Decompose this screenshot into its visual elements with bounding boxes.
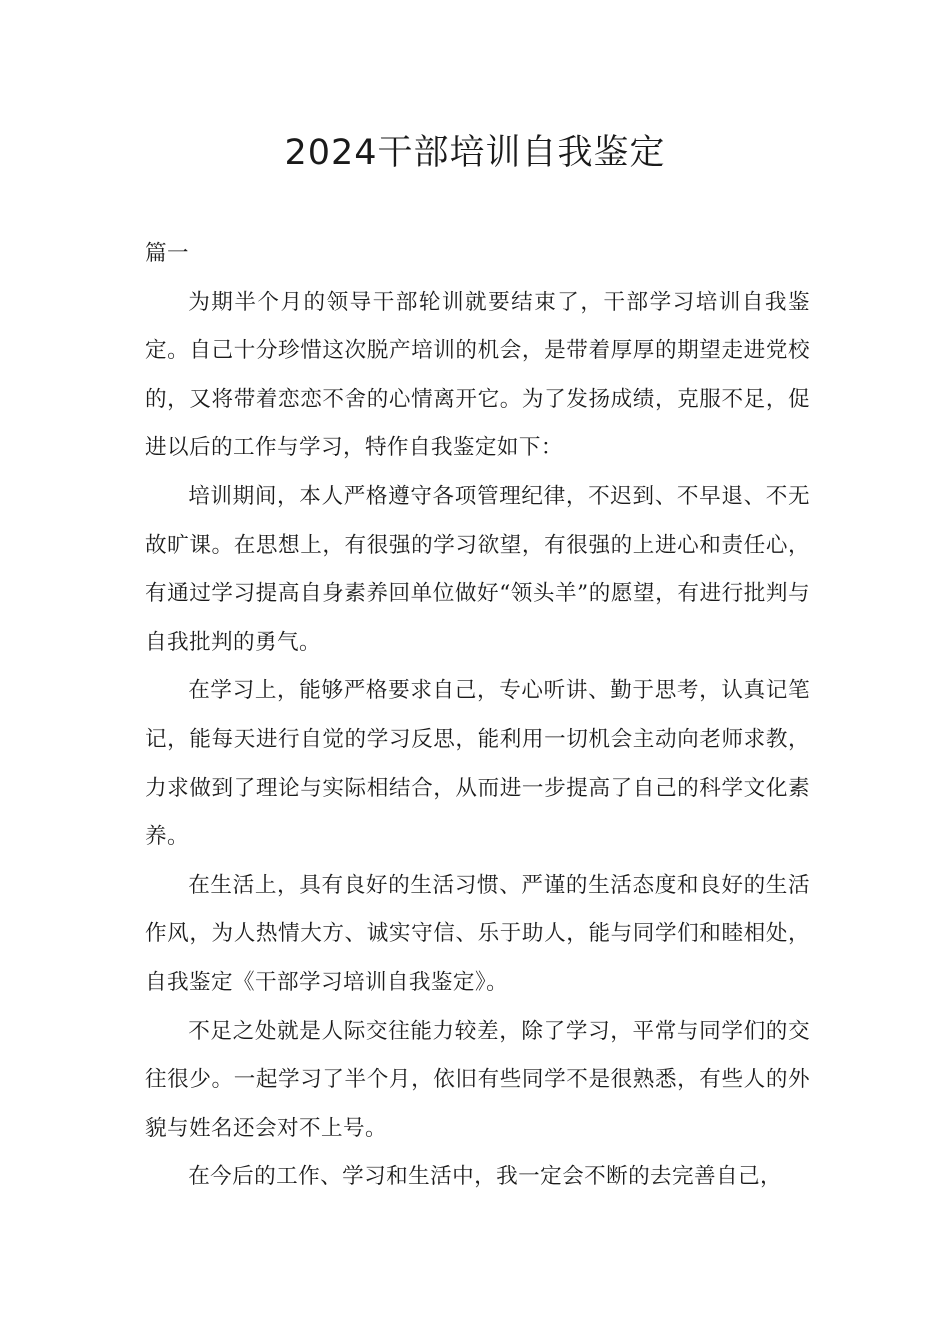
paragraph-intro: 为期半个月的领导干部轮训就要结束了，干部学习培训自我鉴定。自己十分珍惜这次脱产培训的机会，是带着厚厚的期望走进党校的，又将带着恋恋不舍的心情离开它。为了发扬成绩，克服不足，促进以后的工作与学习，特作自我鉴定如下： — [145, 289, 810, 461]
paragraph-shortcomings: 不足之处就是人际交往能力较差，除了学习，平常与同学们的交往很少。一起学习了半个月，依旧有些同学不是很熟悉，有些人的外貌与姓名还会对不上号。 — [145, 1018, 810, 1141]
document-body — [145, 230, 810, 1202]
paragraph-future: 在今后的工作、学习和生活中，我一定会不断的去完善自己， — [188, 1164, 783, 1190]
paragraph-discipline: 培训期间，本人严格遵守各项管理纪律，不迟到、不早退、不无故旷课。在思想上，有很强的学习欲望，有很强的上进心和责任心，有通过学习提高自身素养回单位做好“领头羊”的愿望，有进行批判与自我批判的勇气。 — [145, 483, 810, 655]
paragraph-study: 在学习上，能够严格要求自己，专心听讲、勤于思考，认真记笔记，能每天进行自觉的学习反思，能利用一切机会主动向老师求教，力求做到了理论与实际相结合，从而进一步提高了自己的科学文化素养。 — [145, 678, 810, 850]
paragraph-life: 在生活上，具有良好的生活习惯、严谨的生活态度和良好的生活作风，为人热情大方、诚实守信、乐于助人，能与同学们和睦相处，自我鉴定《干部学习培训自我鉴定》。 — [145, 872, 810, 995]
document-title: 2024干部培训自我鉴定 — [284, 133, 666, 173]
section-label: 篇一 — [145, 241, 189, 266]
